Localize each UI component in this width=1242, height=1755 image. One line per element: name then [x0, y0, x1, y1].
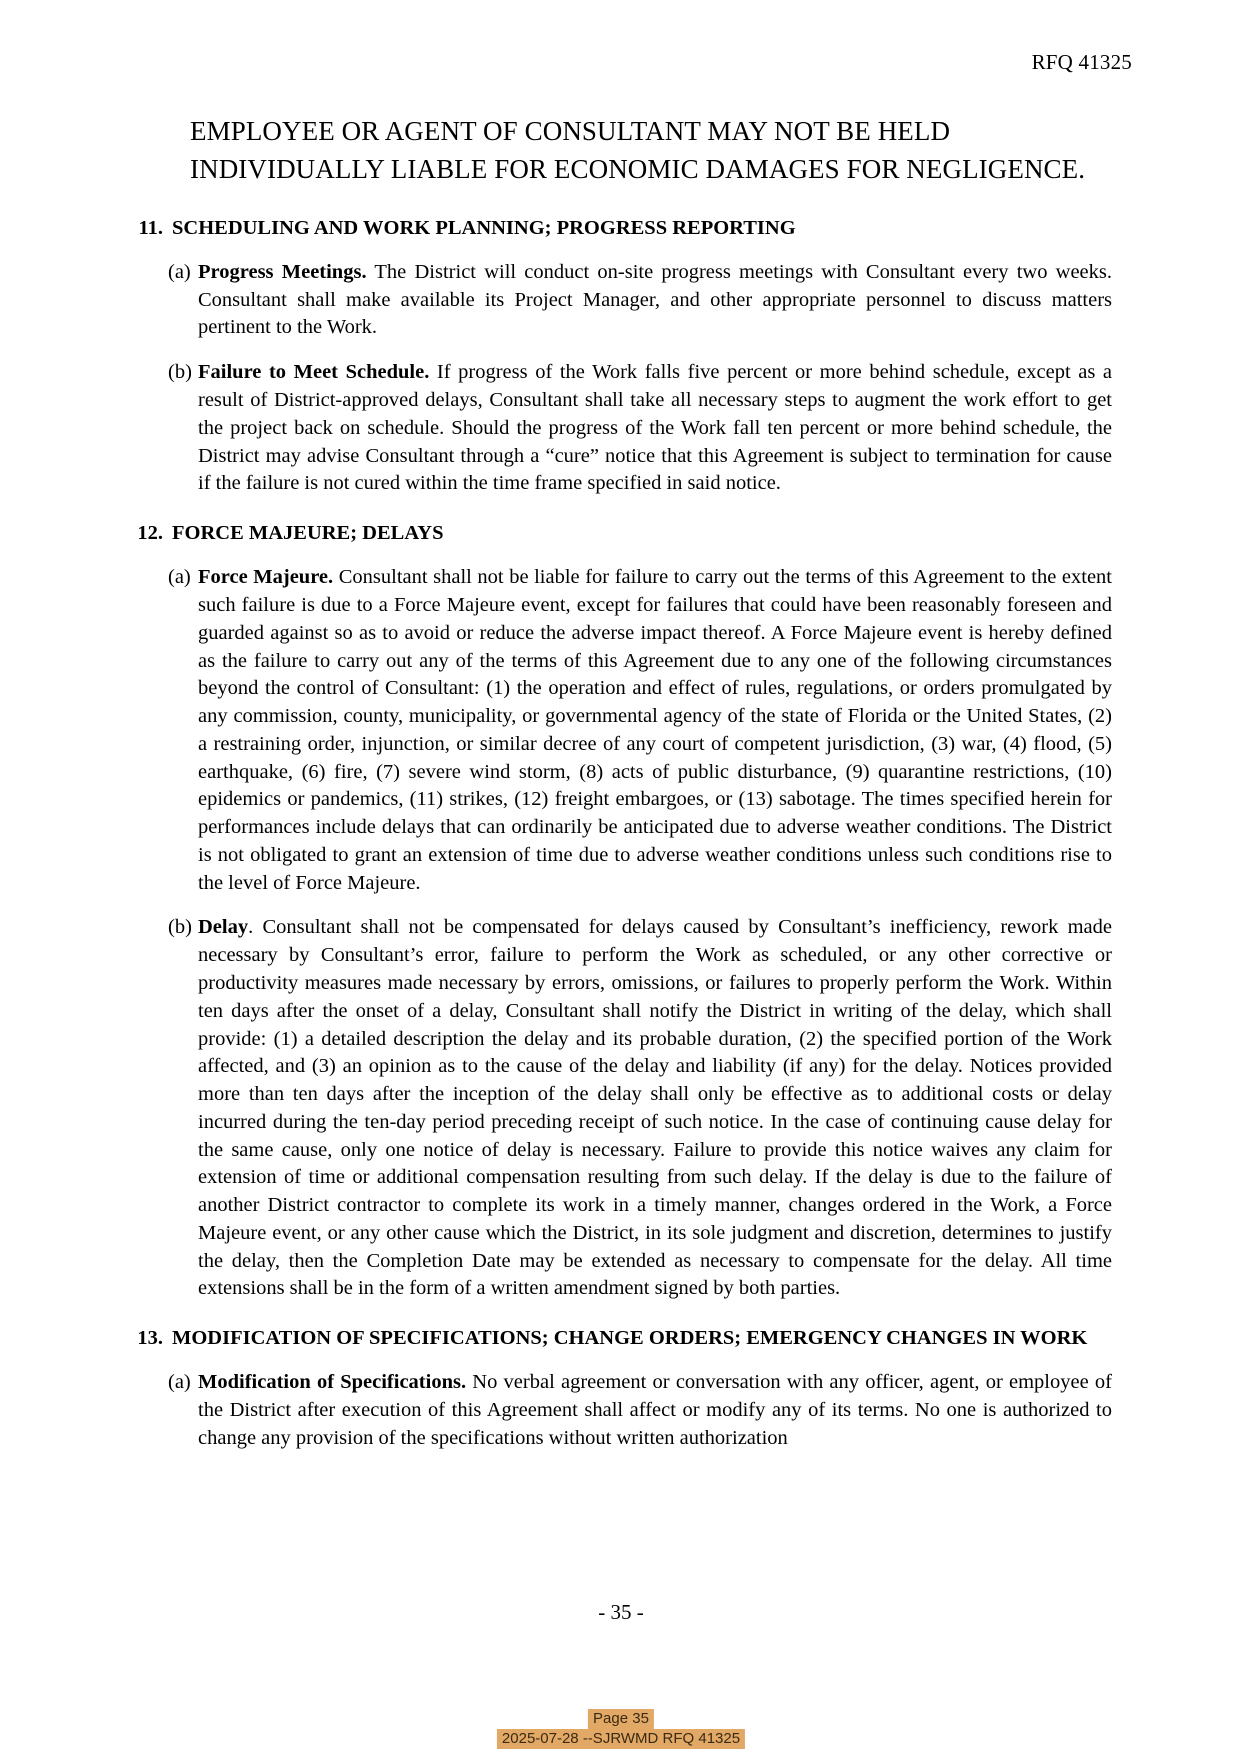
- clause-body: [198, 1369, 1112, 1452]
- clause-12b: [130, 914, 1112, 1303]
- clause-11b: [130, 359, 1112, 498]
- clause-lead-in: Delay: [198, 916, 249, 939]
- clause-marker: (b): [168, 361, 192, 384]
- running-header-rfq: RFQ 41325: [1031, 50, 1132, 74]
- clause-body: [198, 259, 1112, 342]
- bates-stamp-source: 2025-07-28 --SJRWMD RFQ 41325: [497, 1729, 745, 1749]
- section-number: 13.: [137, 1327, 163, 1350]
- clause-text: If progress of the Work falls five percent or more behind schedule, except as a result of District-approved delays, Consultant shall take all necessary steps to augment the work effort to get the project back on schedule. Should the progress of the Work fall ten percent or more behind schedule, the District may advise Consultant through a “cure” notice that this Agreement is subject to termination for cause if the failure is not cured within the time frame specified in said notice.: [198, 361, 1112, 495]
- clause-body: [198, 914, 1112, 1303]
- bates-stamp-page: Page 35: [588, 1709, 654, 1729]
- page-title: EMPLOYEE OR AGENT OF CONSULTANT MAY NOT BE HELD INDIVIDUALLY LIABLE FOR ECONOMIC DAMAGES FOR NEGLIGENCE.: [190, 116, 1086, 185]
- clause-body: [198, 359, 1112, 498]
- clause-text: . Consultant shall not be compensated for delays caused by Consultant’s inefficiency, rework made necessary by Consultant’s error, failure to perform the Work as scheduled, or any other corrective or productivity measures made necessary by errors, omissions, or failures to properly perform the Work. Within ten days after the onset of a delay, Consultant shall notify the District in writing of the delay, which shall provide: (1) a detailed description the delay and its probable duration, (2) the specified portion of the Work affected, and (3) an opinion as to the cause of the delay and liability (if any) for the delay. Notices provided more than ten days after the inception of the delay shall only be effective as to additional costs or delay incurred during the ten-day period preceding receipt of such notice. In the case of continuing cause delay for the same cause, only one notice of delay is necessary. Failure to provide this notice waives any claim for extension of time or additional compensation resulting from such delay. If the delay is due to the failure of another District contractor to complete its work in a timely manner, changes ordered in the Work, a Force Majeure event, or any other cause which the District, in its sole judgment and discretion, determines to justify the delay, then the Completion Date may be extended as necessary to compensate for the delay. All time extensions shall be in the form of a written amendment signed by both parties.: [198, 916, 1112, 1300]
- clause-body: [198, 564, 1112, 897]
- clause-12a: [130, 564, 1112, 897]
- clause-13a: [130, 1369, 1112, 1452]
- clause-lead-in: Progress Meetings.: [198, 260, 367, 283]
- clause-marker: (a): [168, 260, 191, 283]
- clause-marker: (a): [168, 1371, 191, 1394]
- clause-lead-in: Modification of Specifications.: [198, 1371, 467, 1394]
- bates-stamp: [497, 1709, 745, 1750]
- clause-marker: (b): [168, 916, 192, 939]
- section-title: FORCE MAJEURE; DELAYS: [172, 522, 444, 545]
- clause-lead-in: Force Majeure.: [198, 566, 334, 589]
- clause-marker: (a): [168, 566, 191, 589]
- section-heading-11: [130, 215, 1112, 242]
- section-title: SCHEDULING AND WORK PLANNING; PROGRESS REPORTING: [172, 216, 796, 239]
- section-number: 11.: [138, 216, 163, 239]
- page-number: - 35 -: [598, 1600, 644, 1624]
- section-heading-12: [130, 520, 1112, 547]
- clause-text: The District will conduct on-site progress meetings with Consultant every two weeks. Consultant shall make available its Project Manager, and other appropriate personnel to discuss matters pertinent to the Work.: [198, 260, 1113, 339]
- clause-11a: [130, 259, 1112, 342]
- clause-lead-in: Failure to Meet Schedule.: [198, 361, 430, 384]
- clause-text: Consultant shall not be liable for failure to carry out the terms of this Agreement to the extent such failure is due to a Force Majeure event, except for failures that could have been reasonably foreseen and guarded against so as to avoid or reduce the adverse impact thereof. A Force Majeure event is hereby defined as the failure to carry out any of the terms of this Agreement due to any one of the following circumstances beyond the control of Consultant: (1) the operation and effect of rules, regulations, or orders promulgated by any commission, county, municipality, or governmental agency of the state of Florida or the United States, (2) a restraining order, injunction, or similar decree of any court of competent jurisdiction, (3) war, (4) flood, (5) earthquake, (6) fire, (7) severe wind storm, (8) acts of public disturbance, (9) quarantine restrictions, (10) epidemics or pandemics, (11) strikes, (12) freight embargoes, or (13) sabotage. The times specified herein for performances include delays that can ordinarily be anticipated due to adverse weather conditions. The District is not obligated to grant an extension of time due to adverse weather conditions unless such conditions rise to the level of Force Majeure.: [198, 566, 1113, 894]
- section-number: 12.: [137, 522, 163, 545]
- document-body: [130, 112, 1112, 1453]
- clause-text: No verbal agreement or conversation with any officer, agent, or employee of the District after execution of this Agreement shall affect or modify any of its terms. No one is authorized to change any provision of the specifications without written authorization: [198, 1371, 1112, 1449]
- section-heading-13: [130, 1325, 1112, 1352]
- section-title: MODIFICATION OF SPECIFICATIONS; CHANGE ORDERS; EMERGENCY CHANGES IN WORK: [172, 1327, 1088, 1350]
